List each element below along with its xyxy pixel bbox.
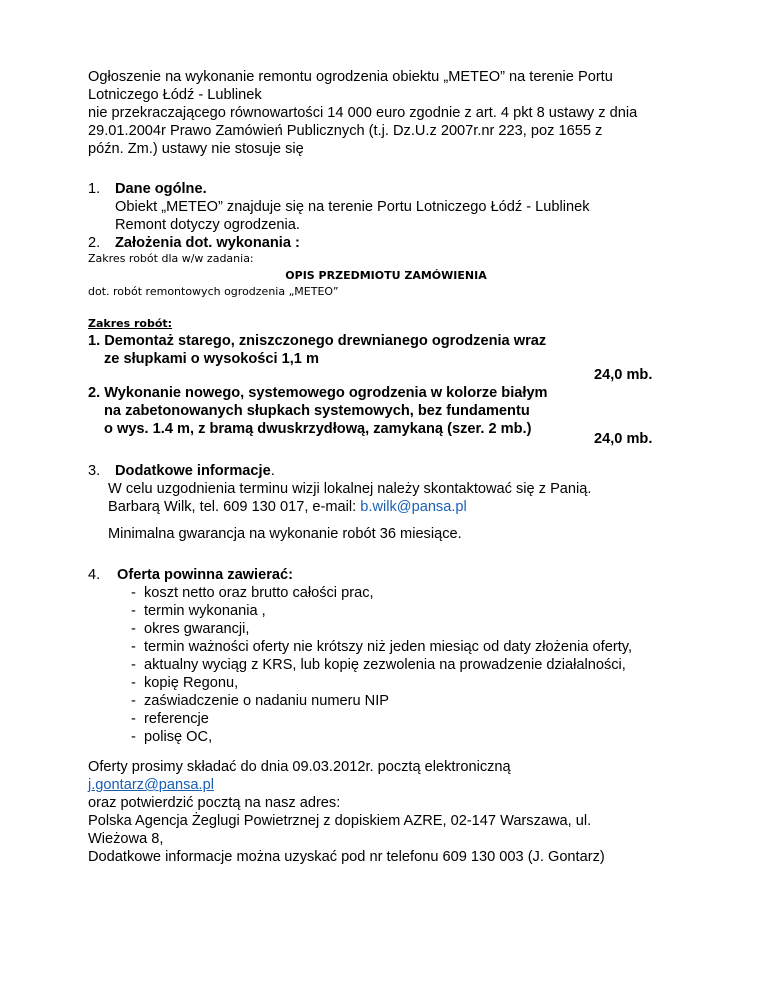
contact-line	[88, 498, 753, 516]
intro-paragraph	[88, 68, 753, 158]
section-line: Obiekt „METEO” znajduje się na terenie Portu Lotniczego Łódź - Lublinek	[115, 199, 590, 215]
guarantee-text: Minimalna gwarancja na wykonanie robót 36 miesiące.	[108, 526, 462, 542]
scope-item-line: o wys. 1.4 m, z bramą dwuskrzydłową, zamykaną (szer. 2 mb.)	[104, 421, 532, 437]
intro-line: nie przekraczającego równowartości 14 000 euro zgodnie z art. 4 pkt 8 ustawy z dnia	[88, 105, 638, 121]
closing-paragraph	[88, 758, 753, 866]
section-number: 3.	[88, 463, 101, 479]
scope-item-line: 1. Demontaż starego, zniszczonego drewnianego ogrodzenia wraz	[88, 333, 547, 349]
section-number: 2.	[88, 235, 101, 251]
section-title: Dane ogólne.	[115, 181, 207, 197]
scope-intro: Zakres robót dla w/w zadania:	[88, 252, 254, 265]
section-title-suffix: .	[270, 463, 275, 479]
order-heading: OPIS PRZEDMIOTU ZAMÓWIENIA	[285, 269, 487, 282]
scope-item-1-quantity: 24,0 mb.	[594, 367, 653, 383]
order-subheading: dot. robót remontowych ogrodzenia „METEO”	[88, 285, 339, 298]
section-number: 4.	[88, 567, 101, 583]
intro-line: 29.01.2004r Prawo Zamówień Publicznych (t.j. Dz.U.z 2007r.nr 223, poz 1655 z	[88, 123, 603, 139]
scope-item-line: ze słupkami o wysokości 1,1 m	[104, 351, 319, 367]
list-item: - okres gwarancji,	[131, 621, 250, 637]
scope-item-line: 2. Wykonanie nowego, systemowego ogrodzenia w kolorze białym	[88, 385, 548, 401]
scope-item-2-quantity: 24,0 mb.	[594, 431, 653, 447]
list-item: - polisę OC,	[131, 729, 213, 745]
closing-line: oraz potwierdzić pocztą na nasz adres:	[88, 795, 341, 811]
contact-prefix: Barbarą Wilk, tel. 609 130 017, e-mail:	[108, 499, 361, 515]
intro-line: Lotniczego Łódź - Lublinek	[88, 87, 262, 103]
section-line: Remont dotyczy ogrodzenia.	[115, 217, 300, 233]
closing-line: Wieżowa 8,	[88, 831, 164, 847]
closing-line: Polska Agencja Żeglugi Powietrznej z dopiskiem AZRE, 02-147 Warszawa, ul.	[88, 813, 592, 829]
offer-requirements-list	[131, 584, 632, 746]
intro-line: późn. Zm.) ustawy nie stosuje się	[88, 141, 304, 157]
list-item: - termin ważności oferty nie krótszy niż jeden miesiąc od daty złożenia oferty,	[131, 639, 633, 655]
section-4	[88, 566, 753, 584]
list-item: - koszt netto oraz brutto całości prac,	[131, 585, 374, 601]
offer-email-link[interactable]: j.gontarz@pansa.pl	[88, 777, 214, 793]
intro-line: Ogłoszenie na wykonanie remontu ogrodzenia obiektu „METEO” na terenie Portu	[88, 69, 613, 85]
section-title: Dodatkowe informacje	[115, 463, 271, 479]
list-item: - zaświadczenie o nadaniu numeru NIP	[131, 693, 389, 709]
closing-line: Dodatkowe informacje można uzyskać pod nr telefonu 609 130 003 (J. Gontarz)	[88, 849, 605, 865]
scope-item-1	[88, 332, 753, 368]
contact-email-link[interactable]: b.wilk@pansa.pl	[360, 499, 467, 515]
contact-line: W celu uzgodnienia terminu wizji lokalnej należy skontaktować się z Panią.	[108, 481, 592, 497]
list-item: - referencje	[131, 711, 209, 727]
section-title: Założenia dot. wykonania :	[115, 235, 300, 251]
list-item: - termin wykonania ,	[131, 603, 266, 619]
list-item: - kopię Regonu,	[131, 675, 239, 691]
list-item: - aktualny wyciąg z KRS, lub kopię zezwolenia na prowadzenie działalności,	[131, 657, 626, 673]
section-title: Oferta powinna zawierać:	[117, 567, 293, 583]
section-number: 1.	[88, 181, 101, 197]
closing-line: Oferty prosimy składać do dnia 09.03.2012r. pocztą elektroniczną	[88, 759, 511, 775]
section-1	[88, 180, 753, 252]
scope-label: Zakres robót:	[88, 317, 173, 330]
section-3	[88, 462, 753, 516]
scope-item-line: na zabetonowanych słupkach systemowych, bez fundamentu	[104, 403, 530, 419]
